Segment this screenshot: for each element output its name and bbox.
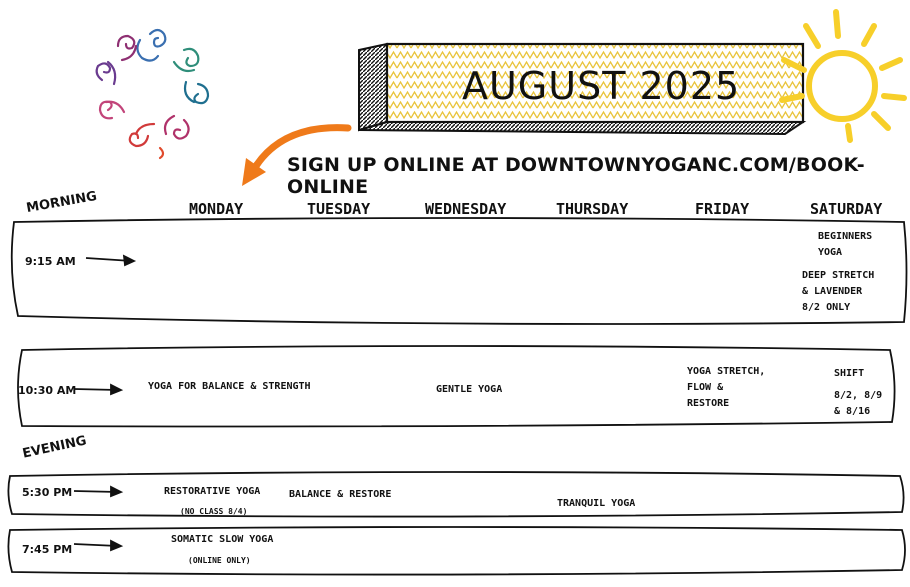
day-friday: FRIDAY [695,200,750,218]
class-yoga-stretch-flow: YOGA STRETCH, FLOW & RESTORE [687,366,766,409]
day-monday: MONDAY [189,200,244,218]
class-balance-restore: BALANCE & RESTORE [289,489,392,500]
row-frame-745 [8,527,905,575]
section-evening: EVENING [21,433,88,462]
class-shift-dates: 8/2, 8/9 & 8/16 [834,390,883,417]
class-beginners-yoga: BEGINNERS YOGA [818,231,873,258]
class-shift: SHIFT [834,368,865,379]
class-deep-stretch: DEEP STRETCH & LAVENDER 8/2 ONLY [802,270,875,313]
class-somatic-slow-yoga: SOMATIC SLOW YOGA [171,534,274,545]
day-saturday: SATURDAY [810,200,883,218]
class-somatic-note: (ONLINE ONLY) [188,556,251,565]
section-morning: MORNING [25,188,99,217]
time-1030: 10:30 AM [18,384,77,397]
banner-title: AUGUST 2025 [462,64,741,108]
row-frame-915 [12,218,907,324]
signup-text: SIGN UP ONLINE AT DOWNTOWNYOGANC.COM/BOOK-ONLINE [287,154,865,198]
time-915: 9:15 AM [25,255,76,268]
class-tranquil-yoga: TRANQUIL YOGA [557,498,636,509]
class-gentle-yoga: GENTLE YOGA [436,384,503,395]
day-wednesday: WEDNESDAY [425,200,507,218]
time-745: 7:45 PM [22,543,73,556]
class-yoga-balance-strength: YOGA FOR BALANCE & STRENGTH [148,381,311,392]
row-frame-530 [8,472,903,517]
day-thursday: THURSDAY [556,200,629,218]
class-restorative-yoga: RESTORATIVE YOGA [164,486,261,497]
day-tuesday: TUESDAY [307,200,371,218]
time-530: 5:30 PM [22,486,73,499]
class-restorative-note: (NO CLASS 8/4) [180,507,248,516]
